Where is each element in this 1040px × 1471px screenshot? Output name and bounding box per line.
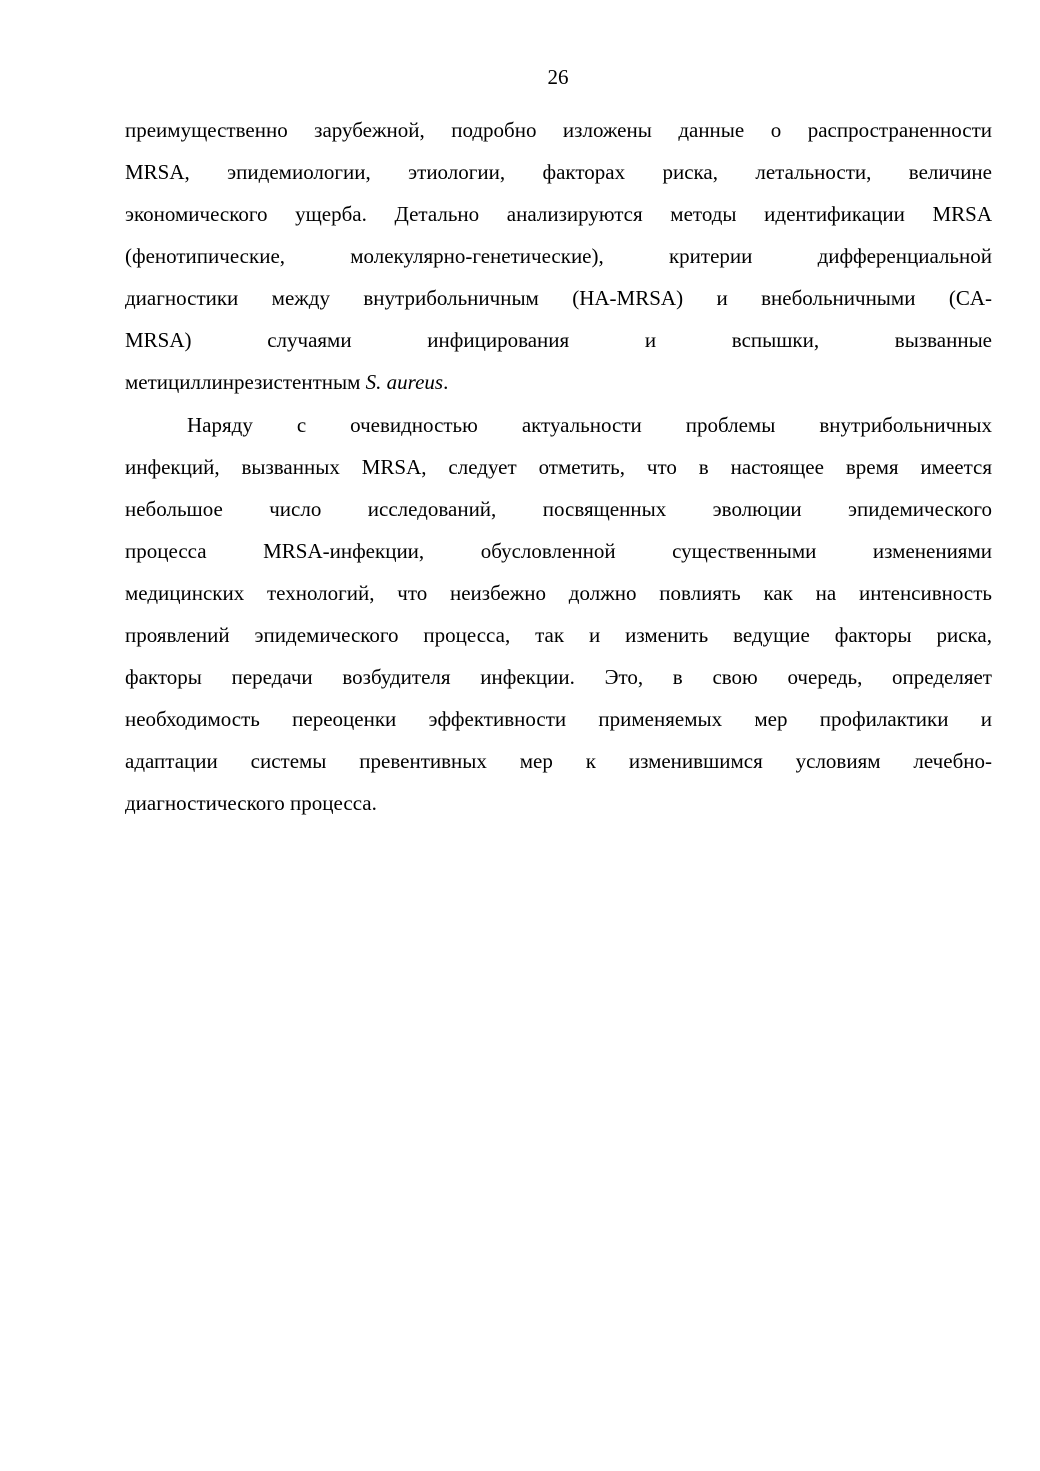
paragraph-line: инфекций, вызванных MRSA, следует отметить, что в настоящее время имеется <box>125 455 992 479</box>
paragraph-line: проявлений эпидемического процесса, так и изменить ведущие факторы риска, <box>125 623 992 647</box>
paragraph-line: небольшое число исследований, посвященных эволюции эпидемического <box>125 497 992 521</box>
paragraph-last-line <box>125 361 992 403</box>
paragraph-first-line: Наряду с очевидностью актуальности проблемы внутрибольничных <box>187 413 992 437</box>
paragraph-line: адаптации системы превентивных мер к изменившимся условиям лечебно- <box>125 749 992 773</box>
paragraph-last-line: диагностического процесса. <box>125 791 377 815</box>
paragraph-line: (фенотипические, молекулярно-генетические), критерии дифференциальной <box>125 244 992 268</box>
species-name: S. aureus <box>365 370 444 394</box>
paragraph-2 <box>125 404 992 824</box>
last-line-text: метициллинрезистентным <box>125 370 366 394</box>
paragraph-1 <box>125 109 992 403</box>
paragraph-line: экономического ущерба. Детально анализируются методы идентификации MRSA <box>125 202 992 226</box>
paragraph-line: преимущественно зарубежной, подробно изложены данные о распространенности <box>125 118 992 142</box>
paragraph-line: процесса MRSA-инфекции, обусловленной существенными изменениями <box>125 539 992 563</box>
paragraph-line: факторы передачи возбудителя инфекции. Это, в свою очередь, определяет <box>125 665 992 689</box>
paragraph-line: MRSA, эпидемиологии, этиологии, факторах риска, летальности, величине <box>125 160 992 184</box>
last-line-period: . <box>443 370 449 394</box>
paragraph-line: MRSA) случаями инфицирования и вспышки, вызванные <box>125 328 992 352</box>
paragraph-line: диагностики между внутрибольничным (HA-MRSA) и внебольничными (CA- <box>125 286 992 310</box>
paragraph-line: необходимость переоценки эффективности применяемых мер профилактики и <box>125 707 992 731</box>
page-number: 26 <box>547 65 569 89</box>
paragraph-line: медицинских технологий, что неизбежно должно повлиять как на интенсивность <box>125 581 992 605</box>
